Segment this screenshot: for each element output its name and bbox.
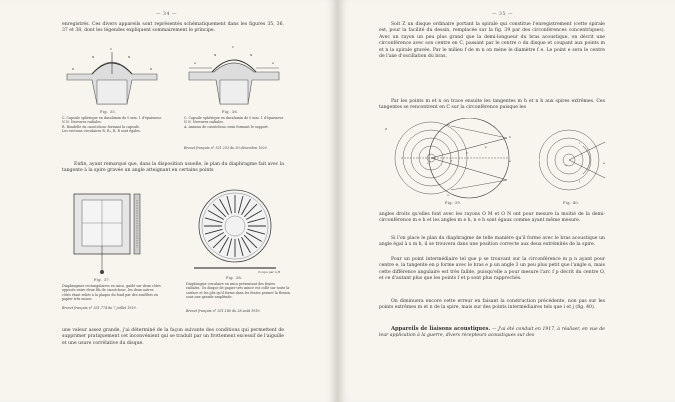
paragraph-2: Par les points m et n on trace ensuite les tangentes m h et n h aux spires extrêmes. Ces tangentes se rencontrent en C sur la circonférence puisque les (379, 99, 605, 111)
fig39-label: Fig. 39. (445, 201, 462, 205)
fig38-section-label: Coupe par A B (258, 270, 281, 274)
fig35-label-r1: R (72, 67, 75, 71)
fig36-caption: C. Capsule sphérique en duralumin de 0 mm. 1 d'épaisseur. N N. Nervures radiales. A. Anneau de caoutchouc semi formant le support. (184, 116, 284, 129)
paragraph-6: On diminuera encore cette erreur en faisant la construction précédente, non pas sur les points extrêmes m et n de la spire, mais sur des points intermédiaires tels que i et j (fig. 40). (379, 299, 605, 311)
paragraph-3: angles droits qu'elles font avec les rayons O M et O N ont pour mesure la moitié de la demi-circonférence m e h et les angles m e h, n e h sont égaux comme ayant même mesure. (379, 212, 605, 224)
middle-paragraph: Enfin, ayant remarqué que, dans la disposition usuelle, le plan du diaphragme fait avec la tangente à la spire gravée un angle atteignant en certains points (62, 162, 284, 174)
fig35-label-r2: R (150, 67, 153, 71)
fig36-label-n2: N (250, 53, 253, 57)
fig40-label-o: o (565, 163, 567, 167)
fig39-label-f: f (451, 159, 453, 163)
bottom-paragraph: une valeur assez grande, j'ai déterminé de la façon suivante des conditions qui permettent de supprimer pratiquement cet inconvénient qui se traduit par un frottement excessif de l'aiguille et une usure corrélative du disque. (62, 328, 284, 346)
fig37-label: Fig. 37. (94, 278, 111, 282)
fig35-label: Fig. 35. (100, 110, 117, 114)
fig35-label-n2: N (128, 55, 131, 59)
fig39-label-z: Z (385, 127, 388, 131)
page-number: — 35 — (492, 12, 513, 17)
fig36-label-n1: N (214, 53, 217, 57)
fig37-caption: Diaphragmes rectangulaires en mica, guidé sur deux côtés opposés entre deux fils de caoutchouc, les deux autres côtés étant reliés à la plaque du fond par des soufflets en papier très mince. (62, 284, 161, 301)
fig38-brevet: Brevet français n° 531.180 du 28 août 1919. (186, 309, 261, 313)
figure-36-drawing (184, 44, 284, 108)
fig38-caption: Diaphragme circulaire en mica présentant des fentes radiales. Un disque de papier très mince est collé sur toute la surface et les plis qu'il forme dans les fentes permet la flexion sous une grande amplitude. (186, 282, 290, 299)
fig39-label-n: n (447, 193, 449, 197)
fig40-label-i: i (579, 141, 580, 145)
section-heading: Appareils de liaisons acoustiques. (391, 326, 491, 332)
paragraph-4: Si l'on place le plan du diaphragme de telle manière qu'il forme avec le bras acoustique un angle égal à x m h, il se trouvera dans une position correcte aux deux extrémités de la spire. (379, 236, 605, 248)
right-page (339, 0, 675, 402)
fig35-label-n1: N (92, 55, 95, 59)
section-heading-tail: — J'ai été conduit en 1917, à réaliser, en vue de leur application à la guerre, divers récepteurs acoustiques sur des (379, 327, 605, 339)
fig40-label-j: j (579, 179, 580, 183)
fig39-label-h: h (509, 135, 511, 139)
fig35-caption: C. Capsule sphérique en duralumin de 0 mm. 1 d'épaisseur. N N. Nervures radiales. R. Rondelle en caoutchouc formant la capsule. Les sections circulaires R, R₁, R, R sont égales. (62, 116, 162, 133)
fig40-label-e: e (603, 161, 605, 165)
fig37-brevet: Brevet français n° 531.774 du 7 juillet 1919. (62, 306, 137, 310)
fig39-label-p: p (485, 145, 487, 149)
fig36-label: Fig. 36. (222, 110, 239, 114)
fig39-label-o: o (427, 161, 429, 165)
paragraph-1: Soit Z un disque ordinaire portant la spirale qui constitue l'enregistrement (cette spirale est, pour la facilité du dessin, remplacée sur la fig. 39 par des circonférences concentriques). Avec un rayon un peu plus grand que la demi-longueur du bras acoustique, on décrit une circonférence avec son centre en C, passant par le centre o du disque et coupant aux points m et n la spirale gravée. Par le milieu f de m n on mène le diamètre f e. Le point e sera le centre de l'axe d'oscillation du bras. (379, 22, 605, 60)
fig35-label-c: C (110, 47, 113, 51)
figure-40-drawing (539, 124, 609, 196)
fig36-label-c: C (232, 45, 235, 49)
fig39-label-m: m (447, 123, 450, 127)
figure-39-drawing (381, 118, 521, 200)
fig39-label-e: e (509, 159, 511, 163)
page-number: — 34 — (156, 12, 177, 17)
fig36-brevet: Brevet français n° 531.253 du 30 décembre 1920. (184, 146, 268, 150)
paragraph-5: Pour un point intermédiaire tel que p se trouvant sur la circonférence m p n ayant pour centre e, la tangente en p forme avec le bras e p un angle 3 un peu plus petit que l'angle α, mais cette différence angulaire est très faible, puisqu'elle a pour mesure l'arc f p décrit du centre O, et ce d'autant plus que les points f et p sont plus rapprochés. (379, 257, 605, 282)
fig36-label-a1: A (194, 61, 197, 65)
figure-37-drawing (72, 190, 152, 276)
section-paragraph (379, 326, 605, 340)
intro-paragraph: enregistrés. Ces divers appareils sont représentés schématiquement dans les figures 35, 36, 37 et 38, dont les légendes expliquent sommairement le principe. (62, 22, 284, 34)
fig39-label-c: C (466, 151, 469, 155)
left-page (0, 0, 336, 402)
fig38-label: Fig. 38. (226, 276, 243, 280)
figure-35-drawing (62, 44, 162, 108)
fig36-label-a2: A (272, 61, 275, 65)
fig40-label: Fig. 40. (563, 201, 580, 205)
